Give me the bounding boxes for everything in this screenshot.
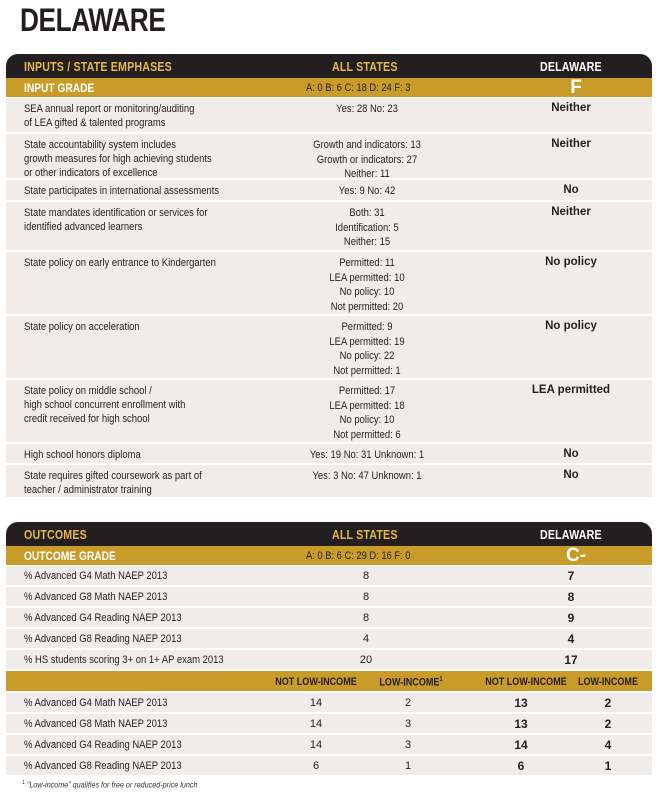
table-row — [6, 608, 652, 629]
col-all-low-income: LOW-INCOME$^1$ — [379, 676, 443, 689]
input-grade-label: INPUT GRADE — [24, 81, 95, 95]
row-state-value: 17 — [564, 653, 578, 667]
row-all-states: Yes: 28 No: 23 — [336, 103, 398, 115]
table-row — [6, 444, 652, 465]
row-all-states: Permitted: 11 LEA permitted: 10 No policy: 10 Not permitted: 20 — [329, 257, 405, 313]
row-label: % Advanced G8 Reading NAEP 2013 — [24, 760, 182, 772]
row-all-not-low: 14 — [309, 739, 323, 751]
input-grade-distribution: A: 0 B: 6 C: 18 D: 24 F: 3 — [306, 82, 411, 94]
table-row — [6, 735, 652, 756]
inputs-header-all-states: ALL STATES — [332, 59, 398, 74]
col-all-not-low-income: NOT LOW-INCOME — [275, 676, 357, 688]
table-row — [6, 180, 652, 202]
outcome-grade-value: C- — [565, 545, 587, 566]
row-label: % Advanced G4 Reading NAEP 2013 — [24, 612, 182, 624]
row-state-value: No — [563, 184, 579, 196]
row-label: State participates in international assessments — [24, 185, 220, 197]
table-row — [6, 202, 652, 252]
row-label: State policy on middle school / high school concurrent enrollment with credit received for high school — [24, 385, 186, 425]
footnote: $^1$ “Low-income” qualifies for free or reduced-price lunch — [22, 780, 198, 790]
outcomes-header-state: DELAWARE — [540, 527, 602, 542]
table-row — [6, 650, 652, 671]
row-label: % Advanced G4 Math NAEP 2013 — [24, 697, 168, 709]
table-row — [6, 465, 652, 499]
row-state-low: 1 — [604, 759, 612, 773]
row-state-value: 8 — [567, 590, 575, 604]
row-label: SEA annual report or monitoring/auditing of LEA gifted & talented programs — [24, 103, 195, 129]
outcome-grade-distribution: A: 0 B: 6 C: 29 D: 16 F: 0 — [306, 550, 411, 562]
row-state-value: 9 — [567, 611, 575, 625]
row-label: State requires gifted coursework as part of teacher / administrator training — [24, 470, 202, 496]
page-title: DELAWARE — [20, 2, 166, 38]
row-label: % Advanced G8 Math NAEP 2013 — [24, 718, 168, 730]
row-state-low: 2 — [604, 696, 612, 710]
row-all-not-low: 14 — [309, 697, 323, 709]
row-all-states: Yes: 9 No: 42 — [338, 185, 396, 197]
table-row — [6, 98, 652, 134]
row-state-low: 2 — [604, 717, 612, 731]
table-row — [6, 380, 652, 444]
table-row — [6, 756, 652, 777]
row-all-states: Yes: 3 No: 47 Unknown: 1 — [312, 470, 422, 482]
inputs-header-label: INPUTS / STATE EMPHASES — [24, 59, 172, 74]
row-state-value: Neither — [551, 138, 591, 150]
row-all-low: 3 — [404, 739, 412, 751]
row-all-not-low: 6 — [312, 760, 320, 772]
row-all-low: 2 — [404, 697, 412, 709]
row-label: % Advanced G4 Reading NAEP 2013 — [24, 739, 182, 751]
input-grade-value: F — [570, 77, 582, 98]
row-state-not-low: 6 — [517, 759, 525, 773]
row-label: State mandates identification or services for identified advanced learners — [24, 207, 208, 233]
row-all-low: 3 — [404, 718, 412, 730]
table-row — [6, 693, 652, 714]
row-all-states: Permitted: 17 LEA permitted: 18 No policy: 10 Not permitted: 6 — [329, 385, 405, 441]
row-all-states: 8 — [362, 591, 370, 603]
table-row — [6, 252, 652, 316]
table-row — [6, 566, 652, 587]
row-state-low: 4 — [604, 738, 612, 752]
row-label: % Advanced G8 Reading NAEP 2013 — [24, 633, 182, 645]
row-state-value: No — [563, 448, 579, 460]
row-all-states: Permitted: 9 LEA permitted: 19 No policy: 22 Not permitted: 1 — [329, 321, 405, 377]
row-label: % Advanced G4 Math NAEP 2013 — [24, 570, 168, 582]
table-row — [6, 714, 652, 735]
income-subheader — [6, 671, 652, 693]
row-state-not-low: 13 — [514, 717, 528, 731]
row-all-states: Both: 31 Identification: 5 Neither: 15 — [335, 207, 399, 248]
row-state-not-low: 14 — [514, 738, 528, 752]
row-label: % Advanced G8 Math NAEP 2013 — [24, 591, 168, 603]
row-state-value: 4 — [567, 632, 575, 646]
col-state-not-low-income: NOT LOW-INCOME — [485, 676, 567, 688]
inputs-table — [6, 54, 652, 499]
row-all-low: 1 — [404, 760, 412, 772]
row-all-states: Growth and indicators: 13 Growth or indicators: 27 Neither: 11 — [313, 139, 421, 180]
row-all-states: 4 — [362, 633, 370, 645]
row-label: High school honors diploma — [24, 449, 141, 461]
table-row — [6, 587, 652, 608]
row-all-states: Yes: 19 No: 31 Unknown: 1 — [309, 449, 425, 461]
row-state-value: Neither — [551, 102, 591, 114]
row-state-value: No — [563, 469, 579, 481]
col-state-low-income: LOW-INCOME — [578, 676, 638, 688]
row-state-value: No policy — [545, 256, 597, 268]
row-label: State policy on early entrance to Kindergarten — [24, 257, 216, 269]
inputs-header-state: DELAWARE — [540, 59, 602, 74]
input-grade-row — [6, 78, 652, 98]
row-all-states: 8 — [362, 612, 370, 624]
row-label: % HS students scoring 3+ on 1+ AP exam 2013 — [24, 654, 224, 666]
outcomes-header-all-states: ALL STATES — [332, 527, 398, 542]
row-label: State policy on acceleration — [24, 321, 140, 333]
row-state-value: LEA permitted — [531, 384, 611, 396]
outcome-grade-row — [6, 546, 652, 566]
outcome-grade-label: OUTCOME GRADE — [24, 549, 116, 563]
outcomes-table — [6, 522, 652, 777]
row-state-value: Neither — [551, 206, 591, 218]
row-state-not-low: 13 — [514, 696, 528, 710]
row-state-value: No policy — [545, 320, 597, 332]
table-row — [6, 629, 652, 650]
outcomes-header — [6, 522, 652, 546]
row-all-not-low: 14 — [309, 718, 323, 730]
row-all-states: 8 — [362, 570, 370, 582]
row-state-value: 7 — [567, 569, 575, 583]
inputs-header — [6, 54, 652, 78]
table-row — [6, 134, 652, 180]
outcomes-header-label: OUTCOMES — [24, 527, 87, 542]
table-row — [6, 316, 652, 380]
row-all-states: 20 — [359, 654, 373, 666]
row-label: State accountability system includes growth measures for high achieving students or other indicators of excellence — [24, 139, 212, 179]
